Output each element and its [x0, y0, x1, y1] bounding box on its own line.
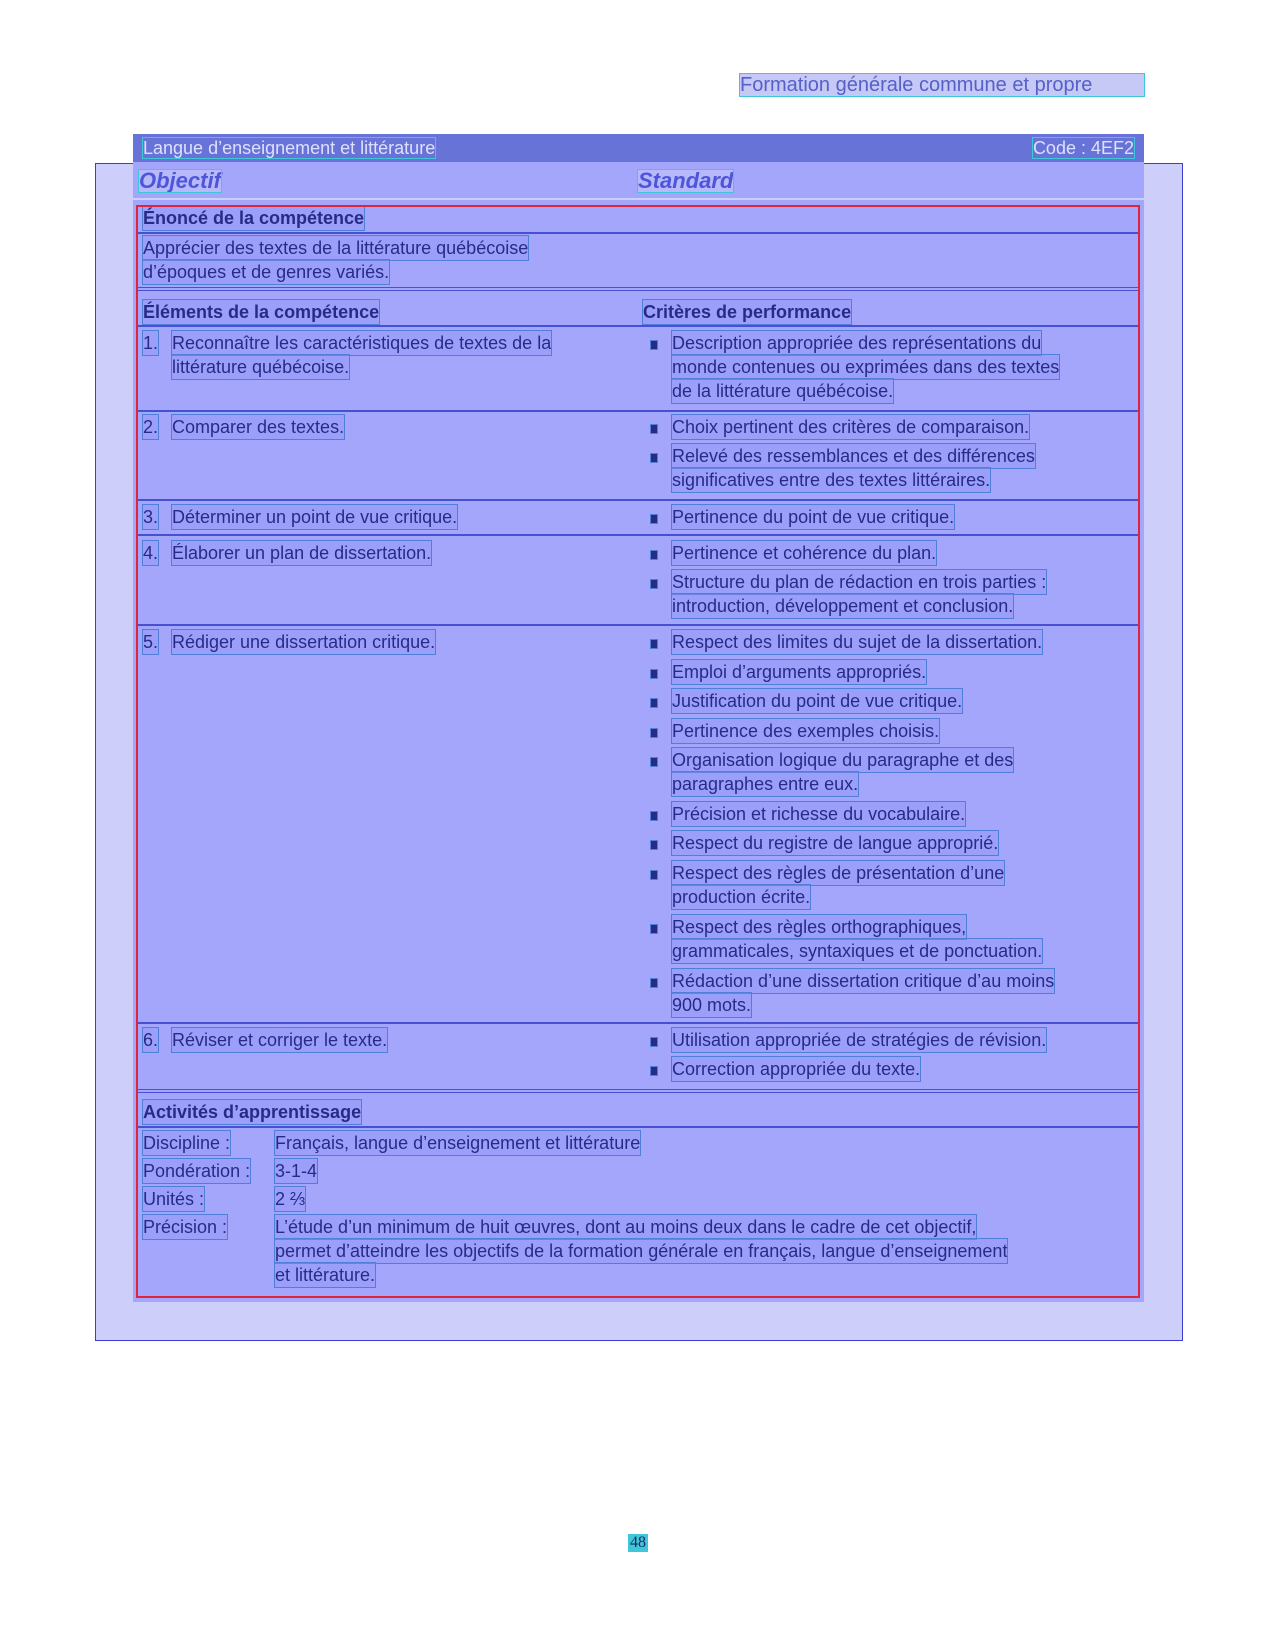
objective-label: Objectif	[139, 168, 221, 193]
page-number: 48	[630, 1534, 646, 1551]
bullet-icon	[651, 729, 657, 737]
criterion-text: Emploi d’arguments appropriés.	[672, 662, 927, 682]
activity-label: Pondération :	[143, 1161, 251, 1181]
statement-heading: Énoncé de la compétence	[143, 208, 365, 228]
criterion-text: Justification du point de vue critique.	[672, 691, 963, 711]
element-text: littérature québécoise.	[172, 357, 350, 377]
bullet-icon	[651, 979, 657, 987]
criterion-text: Pertinence du point de vue critique.	[672, 507, 955, 527]
element-number: 5.	[143, 632, 159, 652]
bullet-icon	[651, 640, 657, 648]
criterion-text: Relevé des ressemblances et des différences	[672, 446, 1035, 466]
criterion-text: Description appropriée des représentations du	[672, 333, 1042, 353]
element-text: Déterminer un point de vue critique.	[172, 507, 458, 527]
objective-row	[133, 162, 1144, 198]
activity-value: L’étude d’un minimum de huit œuvres, dont au moins deux dans le cadre de cet objectif,	[275, 1217, 977, 1237]
divider	[136, 624, 1140, 626]
element-number: 3.	[143, 507, 159, 527]
divider	[136, 1126, 1140, 1128]
divider	[136, 232, 1140, 234]
criterion-text: Respect des règles orthographiques,	[672, 917, 967, 937]
criterion-text: Correction appropriée du texte.	[672, 1059, 921, 1079]
criterion-text: paragraphes entre eux.	[672, 774, 859, 794]
bullet-icon	[651, 758, 657, 766]
activity-value: 2 ⅔	[275, 1189, 306, 1209]
bullet-icon	[651, 670, 657, 678]
bullet-icon	[651, 551, 657, 559]
elements-heading: Éléments de la compétence	[143, 302, 380, 322]
criterion-text: monde contenues ou exprimées dans des textes	[672, 357, 1060, 377]
criterion-text: Choix pertinent des critères de comparaison.	[672, 417, 1030, 437]
bullet-icon	[651, 1067, 657, 1075]
divider	[136, 534, 1140, 536]
bullet-icon	[651, 425, 657, 433]
criterion-text: Structure du plan de rédaction en trois parties :	[672, 572, 1047, 592]
divider	[136, 1089, 1140, 1093]
activity-value: 3-1-4	[275, 1161, 318, 1181]
divider	[136, 499, 1140, 501]
activity-label: Unités :	[143, 1189, 205, 1209]
element-text: Rédiger une dissertation critique.	[172, 632, 436, 652]
criteria-heading: Critères de performance	[643, 302, 852, 322]
criterion-text: Pertinence des exemples choisis.	[672, 721, 940, 741]
bullet-icon	[651, 580, 657, 588]
element-text: Réviser et corriger le texte.	[172, 1030, 388, 1050]
criterion-text: production écrite.	[672, 887, 811, 907]
element-number: 6.	[143, 1030, 159, 1050]
criterion-text: 900 mots.	[672, 995, 752, 1015]
activity-value: Français, langue d’enseignement et littérature	[275, 1133, 641, 1153]
statement-line: d’époques et de genres variés.	[143, 262, 390, 282]
page-header-title: Formation générale commune et propre	[740, 74, 1144, 96]
bullet-icon	[651, 515, 657, 523]
bullet-icon	[651, 812, 657, 820]
element-text: Reconnaître les caractéristiques de textes de la	[172, 333, 552, 353]
activity-label: Précision :	[143, 1217, 228, 1237]
activity-value: et littérature.	[275, 1265, 376, 1285]
criterion-text: Rédaction d’une dissertation critique d’au moins	[672, 971, 1055, 991]
criterion-text: Respect des limites du sujet de la dissertation.	[672, 632, 1043, 652]
divider	[136, 410, 1140, 412]
bullet-icon	[651, 699, 657, 707]
criterion-text: de la littérature québécoise.	[672, 381, 894, 401]
bullet-icon	[651, 454, 657, 462]
criterion-text: significatives entre des textes littéraires.	[672, 470, 991, 490]
course-banner	[133, 134, 1144, 162]
divider	[136, 325, 1140, 327]
activity-label: Discipline :	[143, 1133, 231, 1153]
criterion-text: grammaticales, syntaxiques et de ponctuation.	[672, 941, 1043, 961]
divider	[136, 1022, 1140, 1024]
criterion-text: Respect des règles de présentation d’une	[672, 863, 1005, 883]
element-number: 1.	[143, 333, 159, 353]
criterion-text: Respect du registre de langue approprié.	[672, 833, 999, 853]
element-number: 4.	[143, 543, 159, 563]
criterion-text: Pertinence et cohérence du plan.	[672, 543, 937, 563]
bullet-icon	[651, 871, 657, 879]
bullet-icon	[651, 341, 657, 349]
divider	[136, 287, 1140, 291]
course-title: Langue d’enseignement et littérature	[143, 138, 436, 158]
element-text: Comparer des textes.	[172, 417, 345, 437]
bullet-icon	[651, 841, 657, 849]
standard-label: Standard	[638, 168, 734, 193]
activities-heading: Activités d’apprentissage	[143, 1102, 362, 1122]
course-code: Code : 4EF2	[1032, 138, 1134, 158]
bullet-icon	[651, 1038, 657, 1046]
statement-line: Apprécier des textes de la littérature québécoise	[143, 238, 529, 258]
criterion-text: introduction, développement et conclusion.	[672, 596, 1014, 616]
element-text: Élaborer un plan de dissertation.	[172, 543, 432, 563]
criterion-text: Organisation logique du paragraphe et des	[672, 750, 1014, 770]
activity-value: permet d’atteindre les objectifs de la formation générale en français, langue d’enseignement	[275, 1241, 1008, 1261]
bullet-icon	[651, 925, 657, 933]
element-number: 2.	[143, 417, 159, 437]
criterion-text: Utilisation appropriée de stratégies de révision.	[672, 1030, 1047, 1050]
criterion-text: Précision et richesse du vocabulaire.	[672, 804, 966, 824]
